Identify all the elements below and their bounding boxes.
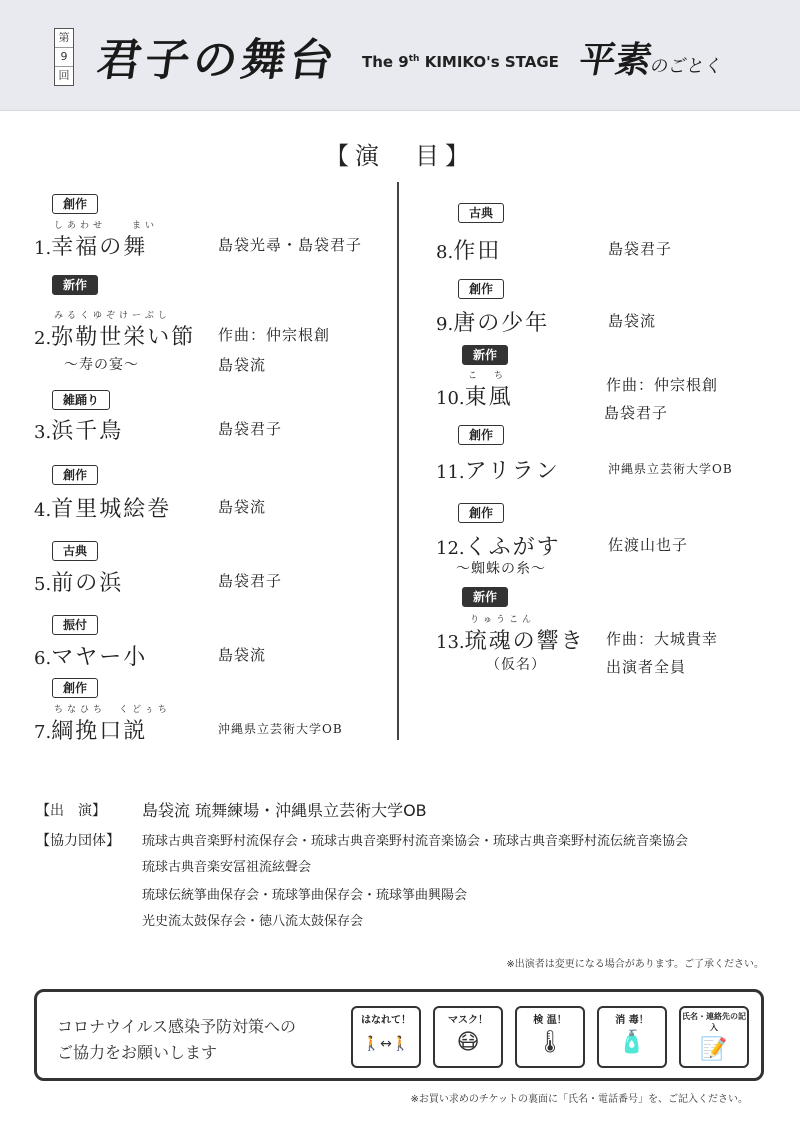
- icon-label: はなれて！: [361, 1015, 411, 1026]
- performer: 出演者全員: [606, 658, 687, 676]
- program-item-7: [52, 677, 98, 698]
- header-band: [0, 0, 800, 111]
- category-badge: 創作: [458, 279, 504, 299]
- distance-icon: [351, 1006, 421, 1068]
- program-row-9: [436, 306, 776, 337]
- composer: 作曲：大城貴幸: [606, 630, 719, 648]
- program-title: 綱挽口説: [51, 719, 148, 744]
- program-subtitle: （仮名）: [486, 657, 546, 673]
- title-ruby: りゅうこん: [470, 615, 536, 625]
- logo-main: 君子の舞台: [93, 35, 341, 86]
- program-title: 前の浜: [51, 571, 124, 596]
- performer: 島袋光尋・島袋君子: [218, 236, 363, 254]
- icon-glyph: 📝: [700, 1037, 728, 1062]
- program-item-3: [52, 389, 110, 410]
- program-number: 5.: [34, 574, 52, 595]
- performer: 島袋流: [608, 312, 657, 330]
- title-ruby: こ ち: [468, 371, 508, 381]
- program-row-11: [436, 454, 776, 485]
- program-row-1: [34, 221, 394, 261]
- performer: 島袋流: [218, 498, 267, 516]
- program-item-1: [52, 193, 98, 214]
- program-row-12: [436, 530, 776, 577]
- performer: 島袋流: [218, 646, 267, 664]
- logo-en-post: KIMIKO's STAGE: [419, 53, 559, 71]
- program-row-2: [34, 311, 394, 374]
- program-row-10: [436, 371, 776, 422]
- category-badge: 古典: [458, 203, 504, 223]
- program-title: 首里城絵巻: [51, 497, 172, 522]
- edition-char: 回: [58, 69, 70, 82]
- logo-english: [362, 53, 559, 71]
- program-title: 浜千鳥: [51, 419, 124, 444]
- performer: 島袋君子: [218, 572, 283, 590]
- program-number: 6.: [34, 648, 52, 669]
- program-row-6: [34, 640, 394, 671]
- edition-char: 第: [55, 29, 73, 48]
- program-subtitle: ～寿の宴～: [64, 357, 139, 373]
- logo-right-small: のごとく: [648, 56, 725, 77]
- program-item-8: [458, 202, 504, 223]
- icon-glyph: 🚶↔🚶: [362, 1036, 410, 1052]
- icon-glyph: 😷: [456, 1030, 480, 1055]
- change-note: ※出演者は変更になる場合があります。ご了承ください。: [506, 959, 764, 970]
- icon-glyph: 🧴: [618, 1030, 646, 1055]
- performer: 島袋君子: [218, 420, 283, 438]
- column-divider: [397, 182, 399, 740]
- section-title: 【演 目】: [325, 142, 475, 170]
- performer: 沖縄県立芸術大学OB: [608, 462, 733, 476]
- program-number: 4.: [34, 500, 52, 521]
- program-item-13: [462, 586, 508, 607]
- program-item-11: [458, 424, 504, 445]
- icon-label: 消 毒！: [615, 1015, 649, 1026]
- cooperation-line: 光史流太鼓保存会・徳八流太鼓保存会: [142, 914, 364, 929]
- program-item-2: [52, 274, 98, 295]
- category-badge: 新作: [462, 345, 508, 365]
- category-badge: 創作: [52, 194, 98, 214]
- program-number: 9.: [436, 314, 454, 335]
- icon-glyph: 🌡: [536, 1030, 564, 1055]
- title-ruby: しあわせ まい: [54, 221, 159, 231]
- performer: 島袋君子: [604, 404, 669, 422]
- category-badge: 創作: [458, 425, 504, 445]
- program-subtitle: ～蜘蛛の糸～: [456, 561, 546, 577]
- program-row-3: [34, 414, 394, 445]
- edition-box: [54, 28, 74, 86]
- covid-notice-box: [34, 989, 764, 1081]
- edition-number: 9: [55, 48, 73, 67]
- program-item-5: [52, 540, 98, 561]
- form-icon: [679, 1006, 749, 1068]
- cooperation-line: 琉球古典音楽野村流保存会・琉球古典音楽野村流音楽協会・琉球古典音楽野村流伝統音楽協会: [142, 834, 689, 849]
- program-number: 3.: [34, 422, 52, 443]
- icon-label: 検 温！: [533, 1015, 567, 1026]
- icon-label: 氏名・連絡先の記入: [682, 1012, 746, 1032]
- program-title: 東風: [464, 385, 513, 410]
- logo-en-sup: th: [408, 54, 420, 64]
- logo-right: [576, 32, 729, 83]
- icon-label: マスク！: [448, 1015, 488, 1026]
- performer: 沖縄県立芸術大学OB: [218, 722, 343, 736]
- program-number: 11.: [436, 462, 465, 483]
- cooperation-label: 【協力団体】: [36, 833, 120, 849]
- category-badge: 創作: [52, 678, 98, 698]
- category-badge: 創作: [52, 465, 98, 485]
- cooperation-line: 琉球古典音楽安冨祖流絃聲会: [142, 860, 312, 875]
- performer: 佐渡山也子: [608, 536, 689, 554]
- logo-right-big: 平素: [575, 39, 656, 81]
- performers-value: 島袋流 琉舞練場・沖縄県立芸術大学OB: [142, 801, 427, 820]
- program-row-5: [34, 566, 394, 597]
- program-row-13: [436, 615, 776, 676]
- thermometer-icon: [515, 1006, 585, 1068]
- ticket-note: ※お買い求めのチケットの裏面に「氏名・電話番号」を、ご記入ください。: [410, 1094, 748, 1105]
- program-title: 唐の少年: [453, 311, 550, 336]
- program-number: 12.: [436, 538, 465, 559]
- mask-icon: [433, 1006, 503, 1068]
- program-row-8: [436, 234, 776, 265]
- program-item-12: [458, 502, 504, 523]
- covid-line-1: コロナウイルス感染予防対策への: [57, 1017, 297, 1036]
- performers-label: 【出 演】: [36, 803, 106, 819]
- composer: 作曲：仲宗根創: [218, 326, 331, 344]
- program-number: 7.: [34, 722, 52, 743]
- program-title: 幸福の舞: [51, 235, 148, 260]
- program-number: 1.: [34, 238, 52, 259]
- composer: 作曲：仲宗根創: [606, 376, 719, 394]
- program-title: マヤー小: [51, 645, 148, 670]
- performer: 島袋流: [218, 356, 267, 374]
- performer: 島袋君子: [608, 240, 673, 258]
- program-title: アリラン: [464, 459, 560, 484]
- category-badge: 新作: [52, 275, 98, 295]
- program-row-4: [34, 492, 394, 523]
- program-item-6: [52, 614, 98, 635]
- category-badge: 振付: [52, 615, 98, 635]
- program-number: 10.: [436, 388, 465, 409]
- program-title: 琉魂の響き: [464, 629, 585, 654]
- category-badge: 新作: [462, 587, 508, 607]
- program-number: 13.: [436, 632, 465, 653]
- category-badge: 創作: [458, 503, 504, 523]
- title-ruby: みるくゆぞけーぶし: [54, 311, 171, 321]
- covid-message: [57, 1014, 296, 1066]
- program-row-7: [34, 705, 394, 745]
- program-number: 8.: [436, 242, 454, 263]
- cooperation-line: 琉球伝統箏曲保存会・琉球箏曲保存会・琉球箏曲興陽会: [142, 888, 468, 903]
- program-title: 弥勒世栄い節: [51, 325, 196, 350]
- program-item-10: [462, 344, 508, 365]
- program-number: 2.: [34, 328, 52, 349]
- category-badge: 雑踊り: [52, 390, 110, 410]
- sanitizer-icon: [597, 1006, 667, 1068]
- logo-en-pre: The 9: [362, 53, 409, 71]
- program-item-4: [52, 464, 98, 485]
- covid-line-2: ご協力をお願いします: [57, 1043, 218, 1062]
- category-badge: 古典: [52, 541, 98, 561]
- program-item-9: [458, 278, 504, 299]
- program-title: 作田: [453, 239, 502, 264]
- title-ruby: ちなひち くどぅち: [54, 705, 171, 715]
- program-title: くふがす: [464, 535, 561, 560]
